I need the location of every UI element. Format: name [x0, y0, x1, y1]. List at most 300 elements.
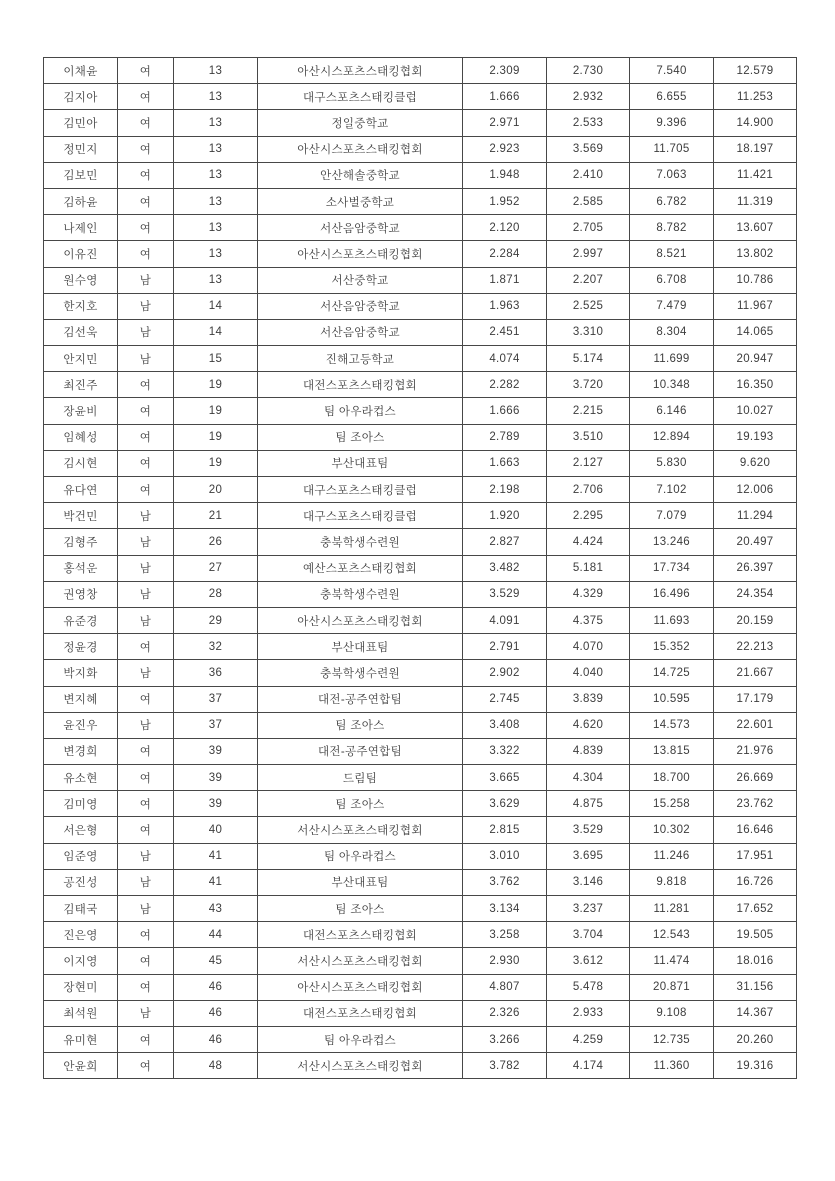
cell-age: 19: [174, 424, 258, 450]
cell-age: 15: [174, 346, 258, 372]
cell-time-4: 14.065: [714, 319, 797, 345]
cell-gender: 남: [118, 346, 174, 372]
cell-time-2: 3.720: [547, 372, 630, 398]
cell-team: 충북학생수련원: [258, 660, 463, 686]
cell-gender: 여: [118, 948, 174, 974]
cell-team: 대구스포츠스태킹클럽: [258, 477, 463, 503]
cell-team: 아산시스포츠스태킹협회: [258, 241, 463, 267]
cell-age: 39: [174, 738, 258, 764]
cell-team: 부산대표팀: [258, 634, 463, 660]
table-row: [44, 136, 797, 162]
cell-time-2: 2.997: [547, 241, 630, 267]
cell-gender: 남: [118, 555, 174, 581]
cell-gender: 여: [118, 162, 174, 188]
cell-name: 원수영: [44, 267, 118, 293]
cell-time-1: 2.284: [463, 241, 547, 267]
cell-time-2: 4.070: [547, 634, 630, 660]
cell-time-3: 13.815: [630, 738, 714, 764]
cell-time-2: 2.207: [547, 267, 630, 293]
cell-time-3: 11.705: [630, 136, 714, 162]
cell-gender: 여: [118, 477, 174, 503]
cell-time-1: 2.930: [463, 948, 547, 974]
cell-gender: 여: [118, 922, 174, 948]
table-row: [44, 372, 797, 398]
cell-time-2: 3.146: [547, 869, 630, 895]
cell-time-3: 11.474: [630, 948, 714, 974]
cell-time-1: 3.629: [463, 791, 547, 817]
cell-age: 13: [174, 162, 258, 188]
cell-time-2: 2.525: [547, 293, 630, 319]
cell-team: 대전스포츠스태킹협회: [258, 372, 463, 398]
cell-age: 39: [174, 791, 258, 817]
table-row: [44, 791, 797, 817]
cell-gender: 남: [118, 843, 174, 869]
cell-time-1: 3.010: [463, 843, 547, 869]
cell-gender: 남: [118, 660, 174, 686]
cell-time-2: 4.329: [547, 581, 630, 607]
cell-name: 권영창: [44, 581, 118, 607]
cell-time-3: 7.063: [630, 162, 714, 188]
cell-name: 장윤비: [44, 398, 118, 424]
cell-time-2: 2.585: [547, 188, 630, 214]
table-row: [44, 817, 797, 843]
cell-time-3: 5.830: [630, 450, 714, 476]
cell-time-1: 2.745: [463, 686, 547, 712]
cell-time-3: 11.360: [630, 1053, 714, 1079]
cell-time-2: 3.569: [547, 136, 630, 162]
cell-time-4: 10.027: [714, 398, 797, 424]
table-row: [44, 738, 797, 764]
cell-name: 안윤희: [44, 1053, 118, 1079]
cell-gender: 여: [118, 791, 174, 817]
cell-age: 39: [174, 765, 258, 791]
results-table-body: [44, 58, 797, 1079]
cell-time-1: 2.451: [463, 319, 547, 345]
cell-age: 37: [174, 712, 258, 738]
cell-name: 김지아: [44, 84, 118, 110]
cell-time-3: 10.348: [630, 372, 714, 398]
cell-name: 유준경: [44, 607, 118, 633]
cell-age: 13: [174, 136, 258, 162]
table-row: [44, 948, 797, 974]
cell-time-3: 7.479: [630, 293, 714, 319]
cell-time-3: 10.302: [630, 817, 714, 843]
cell-gender: 남: [118, 712, 174, 738]
cell-age: 20: [174, 477, 258, 503]
table-row: [44, 424, 797, 450]
cell-time-2: 4.174: [547, 1053, 630, 1079]
cell-name: 김형주: [44, 529, 118, 555]
cell-time-1: 2.815: [463, 817, 547, 843]
table-row: [44, 241, 797, 267]
cell-team: 진해고등학교: [258, 346, 463, 372]
table-row: [44, 1026, 797, 1052]
table-row: [44, 215, 797, 241]
cell-time-3: 20.871: [630, 974, 714, 1000]
cell-time-2: 2.295: [547, 503, 630, 529]
cell-name: 임혜성: [44, 424, 118, 450]
table-row: [44, 974, 797, 1000]
cell-time-1: 3.266: [463, 1026, 547, 1052]
cell-team: 아산시스포츠스태킹협회: [258, 136, 463, 162]
cell-time-2: 2.127: [547, 450, 630, 476]
cell-gender: 여: [118, 136, 174, 162]
cell-time-3: 9.818: [630, 869, 714, 895]
cell-time-2: 2.410: [547, 162, 630, 188]
cell-team: 서산시스포츠스태킹협회: [258, 948, 463, 974]
cell-name: 유미현: [44, 1026, 118, 1052]
cell-age: 41: [174, 869, 258, 895]
table-row: [44, 896, 797, 922]
cell-age: 26: [174, 529, 258, 555]
cell-age: 19: [174, 450, 258, 476]
cell-gender: 여: [118, 398, 174, 424]
cell-name: 이유진: [44, 241, 118, 267]
cell-time-4: 19.193: [714, 424, 797, 450]
table-row: [44, 267, 797, 293]
cell-name: 김선욱: [44, 319, 118, 345]
cell-time-1: 2.326: [463, 1000, 547, 1026]
cell-time-1: 2.198: [463, 477, 547, 503]
cell-time-2: 2.215: [547, 398, 630, 424]
cell-name: 김하윤: [44, 188, 118, 214]
cell-time-1: 1.920: [463, 503, 547, 529]
cell-age: 13: [174, 110, 258, 136]
table-row: [44, 319, 797, 345]
cell-team: 팀 조아스: [258, 424, 463, 450]
cell-age: 13: [174, 58, 258, 84]
cell-team: 서산음암중학교: [258, 319, 463, 345]
cell-name: 이지영: [44, 948, 118, 974]
cell-time-3: 15.258: [630, 791, 714, 817]
cell-team: 대전스포츠스태킹협회: [258, 1000, 463, 1026]
cell-name: 이채윤: [44, 58, 118, 84]
cell-age: 19: [174, 372, 258, 398]
cell-time-2: 3.612: [547, 948, 630, 974]
cell-time-4: 11.294: [714, 503, 797, 529]
cell-team: 안산해솔중학교: [258, 162, 463, 188]
cell-time-4: 11.421: [714, 162, 797, 188]
cell-time-2: 4.040: [547, 660, 630, 686]
cell-time-3: 8.782: [630, 215, 714, 241]
cell-time-4: 10.786: [714, 267, 797, 293]
cell-time-1: 3.762: [463, 869, 547, 895]
cell-team: 충북학생수련원: [258, 581, 463, 607]
cell-time-2: 4.304: [547, 765, 630, 791]
cell-team: 대구스포츠스태킹클럽: [258, 84, 463, 110]
cell-team: 정일중학교: [258, 110, 463, 136]
cell-name: 김보민: [44, 162, 118, 188]
cell-age: 45: [174, 948, 258, 974]
table-row: [44, 660, 797, 686]
cell-time-2: 3.510: [547, 424, 630, 450]
cell-name: 변경희: [44, 738, 118, 764]
table-row: [44, 84, 797, 110]
cell-age: 28: [174, 581, 258, 607]
cell-time-3: 11.699: [630, 346, 714, 372]
cell-time-4: 13.607: [714, 215, 797, 241]
cell-team: 서산시스포츠스태킹협회: [258, 1053, 463, 1079]
cell-time-3: 9.396: [630, 110, 714, 136]
cell-age: 36: [174, 660, 258, 686]
cell-time-1: 3.782: [463, 1053, 547, 1079]
cell-time-2: 2.933: [547, 1000, 630, 1026]
cell-time-4: 14.367: [714, 1000, 797, 1026]
cell-name: 진은영: [44, 922, 118, 948]
cell-time-4: 24.354: [714, 581, 797, 607]
table-row: [44, 110, 797, 136]
cell-team: 대전스포츠스태킹협회: [258, 922, 463, 948]
cell-time-2: 2.533: [547, 110, 630, 136]
cell-gender: 남: [118, 896, 174, 922]
cell-time-1: 2.789: [463, 424, 547, 450]
cell-time-3: 7.102: [630, 477, 714, 503]
table-row: [44, 555, 797, 581]
cell-time-2: 3.704: [547, 922, 630, 948]
table-row: [44, 293, 797, 319]
cell-name: 홍석운: [44, 555, 118, 581]
cell-time-1: 2.923: [463, 136, 547, 162]
cell-age: 14: [174, 319, 258, 345]
cell-time-4: 12.006: [714, 477, 797, 503]
cell-team: 예산스포츠스태킹협회: [258, 555, 463, 581]
cell-time-4: 11.319: [714, 188, 797, 214]
cell-gender: 여: [118, 738, 174, 764]
cell-name: 정민지: [44, 136, 118, 162]
cell-time-1: 1.948: [463, 162, 547, 188]
cell-time-4: 17.652: [714, 896, 797, 922]
table-row: [44, 477, 797, 503]
table-row: [44, 188, 797, 214]
cell-team: 부산대표팀: [258, 869, 463, 895]
cell-age: 13: [174, 84, 258, 110]
cell-time-1: 2.120: [463, 215, 547, 241]
cell-team: 팀 조아스: [258, 712, 463, 738]
cell-name: 장현미: [44, 974, 118, 1000]
cell-team: 서산중학교: [258, 267, 463, 293]
cell-time-1: 3.258: [463, 922, 547, 948]
cell-time-1: 1.663: [463, 450, 547, 476]
cell-time-3: 17.734: [630, 555, 714, 581]
cell-time-3: 18.700: [630, 765, 714, 791]
table-row: [44, 922, 797, 948]
cell-gender: 여: [118, 1026, 174, 1052]
cell-age: 46: [174, 1026, 258, 1052]
cell-time-3: 7.079: [630, 503, 714, 529]
cell-time-4: 20.260: [714, 1026, 797, 1052]
cell-time-3: 11.246: [630, 843, 714, 869]
cell-time-4: 16.726: [714, 869, 797, 895]
cell-time-1: 2.971: [463, 110, 547, 136]
table-row: [44, 503, 797, 529]
cell-name: 김시현: [44, 450, 118, 476]
cell-time-4: 16.646: [714, 817, 797, 843]
cell-age: 32: [174, 634, 258, 660]
cell-team: 팀 아우라컵스: [258, 1026, 463, 1052]
table-row: [44, 529, 797, 555]
cell-time-2: 5.478: [547, 974, 630, 1000]
cell-time-2: 5.174: [547, 346, 630, 372]
cell-gender: 여: [118, 58, 174, 84]
cell-gender: 여: [118, 686, 174, 712]
cell-gender: 여: [118, 372, 174, 398]
cell-time-3: 14.573: [630, 712, 714, 738]
cell-time-3: 14.725: [630, 660, 714, 686]
table-row: [44, 346, 797, 372]
cell-time-2: 4.875: [547, 791, 630, 817]
cell-time-2: 3.237: [547, 896, 630, 922]
cell-time-4: 11.967: [714, 293, 797, 319]
cell-gender: 남: [118, 607, 174, 633]
cell-time-1: 1.666: [463, 398, 547, 424]
cell-time-2: 2.730: [547, 58, 630, 84]
cell-time-1: 4.074: [463, 346, 547, 372]
cell-name: 윤진우: [44, 712, 118, 738]
table-row: [44, 634, 797, 660]
cell-gender: 여: [118, 817, 174, 843]
cell-time-4: 14.900: [714, 110, 797, 136]
cell-gender: 남: [118, 529, 174, 555]
cell-time-2: 4.424: [547, 529, 630, 555]
cell-name: 서은형: [44, 817, 118, 843]
cell-team: 아산시스포츠스태킹협회: [258, 974, 463, 1000]
cell-name: 김태국: [44, 896, 118, 922]
cell-age: 44: [174, 922, 258, 948]
table-row: [44, 162, 797, 188]
cell-time-1: 1.963: [463, 293, 547, 319]
cell-time-3: 8.521: [630, 241, 714, 267]
cell-team: 팀 조아스: [258, 896, 463, 922]
cell-time-2: 4.839: [547, 738, 630, 764]
cell-team: 아산시스포츠스태킹협회: [258, 58, 463, 84]
cell-gender: 남: [118, 293, 174, 319]
cell-time-4: 18.016: [714, 948, 797, 974]
cell-team: 대구스포츠스태킹클럽: [258, 503, 463, 529]
cell-time-2: 3.839: [547, 686, 630, 712]
cell-time-4: 12.579: [714, 58, 797, 84]
table-row: [44, 765, 797, 791]
cell-time-1: 4.807: [463, 974, 547, 1000]
cell-time-2: 3.695: [547, 843, 630, 869]
cell-age: 13: [174, 215, 258, 241]
cell-team: 서산음암중학교: [258, 215, 463, 241]
cell-team: 팀 아우라컵스: [258, 398, 463, 424]
cell-time-1: 3.665: [463, 765, 547, 791]
cell-gender: 남: [118, 869, 174, 895]
cell-age: 19: [174, 398, 258, 424]
cell-time-3: 7.540: [630, 58, 714, 84]
cell-time-4: 11.253: [714, 84, 797, 110]
cell-time-2: 4.620: [547, 712, 630, 738]
cell-age: 46: [174, 974, 258, 1000]
cell-name: 최석원: [44, 1000, 118, 1026]
cell-time-4: 13.802: [714, 241, 797, 267]
cell-time-2: 2.706: [547, 477, 630, 503]
cell-time-3: 9.108: [630, 1000, 714, 1026]
cell-name: 김미영: [44, 791, 118, 817]
cell-age: 21: [174, 503, 258, 529]
cell-name: 정윤경: [44, 634, 118, 660]
cell-time-4: 20.497: [714, 529, 797, 555]
cell-time-4: 26.669: [714, 765, 797, 791]
cell-team: 팀 조아스: [258, 791, 463, 817]
cell-name: 변지혜: [44, 686, 118, 712]
table-row: [44, 398, 797, 424]
cell-time-3: 15.352: [630, 634, 714, 660]
cell-time-1: 2.902: [463, 660, 547, 686]
cell-time-4: 20.947: [714, 346, 797, 372]
cell-time-1: 2.791: [463, 634, 547, 660]
cell-time-1: 2.282: [463, 372, 547, 398]
cell-gender: 남: [118, 1000, 174, 1026]
cell-time-2: 3.310: [547, 319, 630, 345]
cell-age: 29: [174, 607, 258, 633]
table-row: [44, 58, 797, 84]
cell-time-1: 2.827: [463, 529, 547, 555]
cell-gender: 여: [118, 1053, 174, 1079]
cell-name: 공진성: [44, 869, 118, 895]
cell-time-1: 3.408: [463, 712, 547, 738]
cell-time-3: 6.655: [630, 84, 714, 110]
cell-time-4: 31.156: [714, 974, 797, 1000]
cell-age: 13: [174, 241, 258, 267]
cell-team: 대전-공주연합팀: [258, 738, 463, 764]
cell-time-2: 4.375: [547, 607, 630, 633]
cell-time-4: 17.951: [714, 843, 797, 869]
table-row: [44, 581, 797, 607]
table-row: [44, 450, 797, 476]
cell-time-3: 6.146: [630, 398, 714, 424]
cell-team: 팀 아우라컵스: [258, 843, 463, 869]
cell-age: 41: [174, 843, 258, 869]
cell-time-4: 20.159: [714, 607, 797, 633]
table-row: [44, 1000, 797, 1026]
cell-age: 46: [174, 1000, 258, 1026]
table-row: [44, 869, 797, 895]
cell-time-4: 19.316: [714, 1053, 797, 1079]
cell-gender: 여: [118, 241, 174, 267]
cell-time-4: 22.601: [714, 712, 797, 738]
cell-time-4: 19.505: [714, 922, 797, 948]
cell-time-3: 12.894: [630, 424, 714, 450]
cell-age: 13: [174, 267, 258, 293]
cell-team: 부산대표팀: [258, 450, 463, 476]
cell-time-1: 4.091: [463, 607, 547, 633]
cell-age: 14: [174, 293, 258, 319]
cell-time-1: 1.666: [463, 84, 547, 110]
cell-time-3: 11.693: [630, 607, 714, 633]
cell-time-3: 12.735: [630, 1026, 714, 1052]
cell-time-1: 3.322: [463, 738, 547, 764]
cell-time-1: 1.871: [463, 267, 547, 293]
cell-gender: 여: [118, 450, 174, 476]
cell-time-2: 2.932: [547, 84, 630, 110]
cell-gender: 남: [118, 267, 174, 293]
cell-age: 48: [174, 1053, 258, 1079]
cell-name: 김민아: [44, 110, 118, 136]
cell-time-4: 21.976: [714, 738, 797, 764]
cell-gender: 남: [118, 503, 174, 529]
cell-time-2: 5.181: [547, 555, 630, 581]
cell-time-4: 23.762: [714, 791, 797, 817]
cell-time-4: 21.667: [714, 660, 797, 686]
cell-time-3: 12.543: [630, 922, 714, 948]
cell-time-4: 22.213: [714, 634, 797, 660]
cell-team: 서산음암중학교: [258, 293, 463, 319]
cell-name: 유다연: [44, 477, 118, 503]
cell-team: 드림팀: [258, 765, 463, 791]
cell-age: 27: [174, 555, 258, 581]
